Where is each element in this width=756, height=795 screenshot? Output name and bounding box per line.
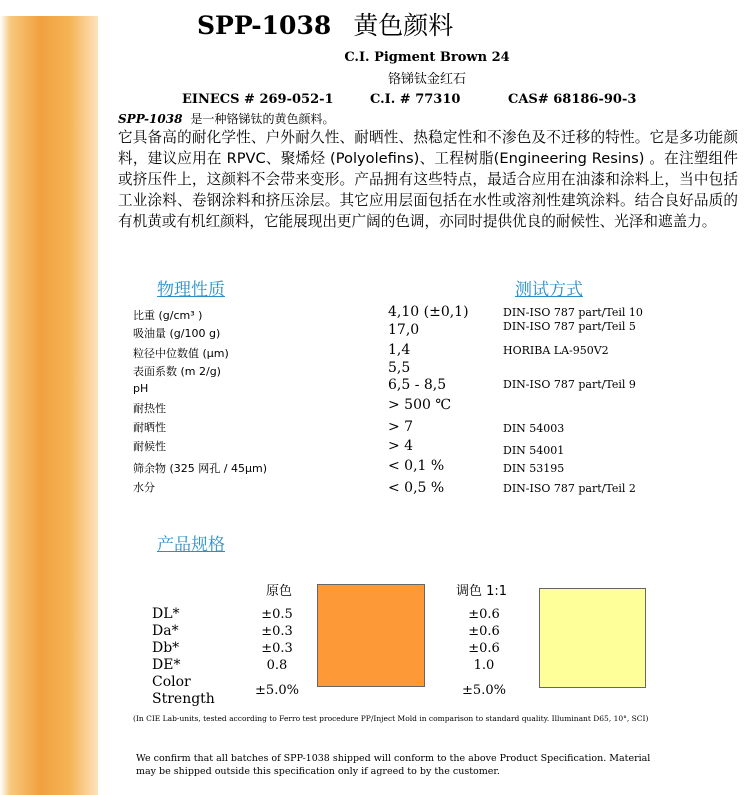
- property-label: 吸油量 (g/100 g): [133, 327, 221, 340]
- spec-label-dl: DL*: [152, 606, 180, 622]
- intro-section: [118, 111, 738, 232]
- decorative-side-bar: [0, 16, 98, 795]
- property-label: 比重 (g/cm³ ): [133, 309, 203, 322]
- property-test-method: DIN 54001: [503, 444, 565, 457]
- property-test-method: DIN-ISO 787 part/Teil 5: [503, 320, 636, 333]
- test-method-heading: 测试方式: [515, 280, 583, 300]
- cas-number: CAS# 68186-90-3: [508, 92, 637, 107]
- intro-paragraph: 它具备高的耐化学性、户外耐久性、耐晒性、热稳定性和不渗色及不迁移的特性。它是多功能颜料，建议应用在 RPVC、聚烯烃 (Polyolefins)、工程树脂(Engineering Resins) 。在注塑组件或挤压件上，这颜料不会带来变形。产品拥有这些特点，最适合应用在油漆和涂料上，当中包括工业涂料、卷钢涂料和挤压涂层。其它应用层面包括在水性或溶剂性建筑涂料。结合良好品质的有机黄或有机红颜料，它能展现出更广阔的色调，亦同时提供优良的耐候性、光泽和遮盖力。: [118, 129, 738, 230]
- physical-properties-heading: 物理性质: [157, 280, 225, 300]
- masstone-de: 0.8: [266, 658, 288, 673]
- tint-column-label: 调色 1:1: [456, 584, 508, 599]
- spec-label-db: Db*: [152, 640, 180, 656]
- page-title: [197, 6, 453, 42]
- property-label: pH: [133, 382, 149, 395]
- property-test-method: DIN 54003: [503, 422, 565, 435]
- property-value: > 7: [388, 419, 414, 435]
- spec-label-da: Da*: [152, 623, 179, 639]
- test-method-note: (In CIE Lab-units, tested according to Ferro test procedure PP/Inject Mold in comparison to standard quality. Illuminant D65, 10°, SCI): [133, 714, 649, 723]
- tint-dl: ±0.6: [468, 607, 500, 622]
- property-test-method: HORIBA LA-950V2: [503, 344, 609, 357]
- confirmation-statement: We confirm that all batches of SPP-1038 shipped will conform to the above Product Specification. Material may be shipped outside this specification only if agreed to by the customer.: [136, 753, 651, 777]
- spec-label-color: Color: [152, 674, 191, 690]
- tint-db: ±0.6: [468, 641, 500, 656]
- property-label: 耐晒性: [133, 421, 166, 434]
- property-label: 水分: [133, 481, 155, 494]
- property-label: 筛余物 (325 网孔 / 45μm): [133, 462, 267, 475]
- spec-label-strength: Strength: [152, 691, 215, 707]
- pigment-name: C.I. Pigment Brown 24: [344, 50, 510, 65]
- masstone-column-label: 原色: [266, 584, 293, 599]
- property-test-method: DIN 53195: [503, 462, 565, 475]
- property-label: 粒径中位数值 (μm): [133, 347, 229, 360]
- property-value: < 0,1 %: [388, 458, 445, 474]
- mineral-name: 铬锑钛金红石: [387, 72, 466, 87]
- product-spec-heading: 产品规格: [157, 535, 225, 555]
- tint-color-swatch: [539, 588, 646, 688]
- property-value: 1,4: [388, 342, 411, 358]
- product-name-cn: 黄色颜料: [353, 11, 454, 40]
- product-code: SPP-1038: [197, 11, 332, 40]
- intro-first-line: [118, 111, 738, 127]
- intro-product-code: SPP-1038: [118, 112, 183, 126]
- spec-label-de: DE*: [152, 657, 181, 673]
- tint-da: ±0.6: [468, 624, 500, 639]
- masstone-strength: ±5.0%: [255, 683, 299, 698]
- tint-strength: ±5.0%: [462, 683, 506, 698]
- property-label: 表面系数 (m 2/g): [133, 365, 221, 378]
- masstone-color-swatch: [317, 584, 425, 687]
- masstone-dl: ±0.5: [261, 607, 293, 622]
- tint-de: 1.0: [473, 658, 495, 673]
- masstone-da: ±0.3: [261, 624, 293, 639]
- property-value: 17,0: [388, 322, 420, 338]
- property-test-method: DIN-ISO 787 part/Teil 10: [503, 306, 643, 319]
- property-value: > 500 ℃: [388, 397, 452, 413]
- property-test-method: DIN-ISO 787 part/Teil 2: [503, 482, 636, 495]
- property-value: < 0,5 %: [388, 480, 445, 496]
- property-value: > 4: [388, 438, 414, 454]
- ci-number: C.I. # 77310: [370, 92, 461, 107]
- property-label: 耐候性: [133, 440, 166, 453]
- intro-line1: 是一种铬锑钛的黄色颜料。: [190, 112, 335, 126]
- property-value: 4,10 (±0,1): [388, 304, 469, 320]
- einecs-number: EINECS # 269-052-1: [182, 92, 334, 107]
- property-test-method: DIN-ISO 787 part/Teil 9: [503, 378, 636, 391]
- property-value: 6,5 - 8,5: [388, 377, 447, 393]
- masstone-db: ±0.3: [261, 641, 293, 656]
- property-value: 5,5: [388, 360, 411, 376]
- property-label: 耐热性: [133, 402, 166, 415]
